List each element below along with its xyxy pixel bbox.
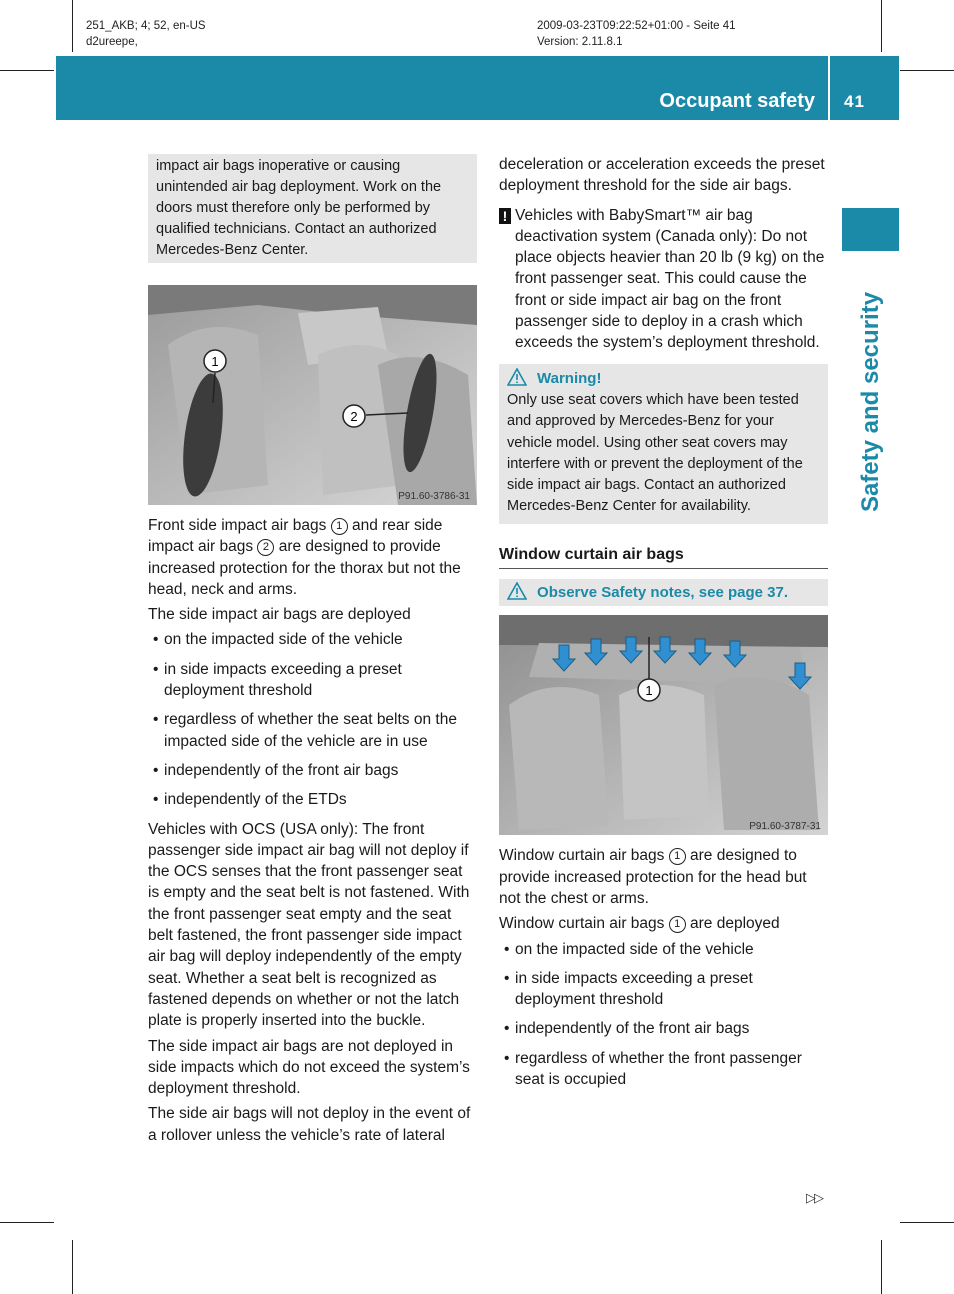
chapter-title bbox=[842, 252, 899, 552]
list-item: • regardless of whether the seat belts on the impacted side of the vehicle are in use bbox=[148, 709, 477, 752]
crop-mark bbox=[900, 70, 954, 71]
callout-ref-1: 1 bbox=[669, 848, 686, 865]
list-item: • regardless of whether the front passenger seat is occupied bbox=[499, 1048, 828, 1091]
intro-text-1: Front side impact air bags bbox=[148, 517, 331, 534]
warning-heading bbox=[507, 368, 820, 390]
left-column bbox=[148, 154, 477, 1150]
list-item: • in side impacts exceeding a preset deployment threshold bbox=[499, 968, 828, 1011]
warning-icon bbox=[507, 371, 537, 387]
rollover-paragraph: The side air bags will not deploy in the event of a rollover unless the vehicle’s rate of lateral bbox=[148, 1105, 471, 1144]
callout-2-label: 2 bbox=[350, 409, 358, 424]
right-column bbox=[499, 154, 828, 1098]
print-meta-right-line1: 2009-03-23T09:22:52+01:00 - Seite 41 bbox=[537, 20, 736, 32]
notice-paragraph bbox=[499, 205, 828, 354]
curtain-deployment-list bbox=[499, 939, 828, 1091]
crop-mark bbox=[881, 1240, 882, 1294]
curtain-airbag-photo bbox=[499, 615, 828, 835]
curtain-intro-paragraph bbox=[499, 845, 828, 909]
image-code: P91.60-3787-31 bbox=[749, 821, 821, 833]
list-item: • in side impacts exceeding a preset deployment threshold bbox=[148, 659, 477, 702]
intro-paragraph bbox=[148, 515, 477, 600]
list-item: • independently of the front air bags bbox=[148, 760, 477, 781]
curtain-text-2: are designed to provide increased protection for the head but not the chest or arms. bbox=[499, 847, 807, 907]
continued-paragraph: deceleration or acceleration exceeds the preset deployment threshold for the side air bags. bbox=[499, 156, 825, 195]
warning-icon bbox=[507, 585, 537, 601]
header-divider bbox=[828, 56, 830, 120]
warning-box bbox=[499, 364, 828, 524]
warning-text: Only use seat covers which have been tested and approved by Mercedes-Benz for your vehicle model. Using other seat covers may interfere with or prevent the deployment of the side impact air bags. Contact an authorized Mercedes-Benz Center for availability. bbox=[507, 391, 803, 515]
curtain-deployed-text-2: are deployed bbox=[685, 915, 780, 933]
section-title: Occupant safety bbox=[659, 90, 815, 112]
crop-mark bbox=[881, 0, 882, 52]
intro-text-2: and rear side impact air bags bbox=[148, 517, 443, 556]
curtain-deployed-text-1: Window curtain air bags bbox=[499, 915, 669, 933]
side-airbag-illustration bbox=[148, 285, 477, 505]
page-header bbox=[56, 56, 899, 120]
print-meta-left-line1: 251_AKB; 4; 52, en-US bbox=[86, 20, 206, 32]
chapter-title-text: Safety and security bbox=[856, 291, 884, 513]
note-box: impact air bags inoperative or causing unintended air bag deployment. Work on the doors must therefore only be performed by qualified technicians. Contact an authorized Mercedes-Benz Center. bbox=[148, 154, 477, 263]
ocs-paragraph: Vehicles with OCS (USA only): The front passenger side impact air bag will not deploy if the OCS senses that the front passenger seat is empty and the seat belt is not fastened. With the front passenger seat empty and the seat belt fastened, the front passenger side impact air bag will deploy independently of the empty seat. Whether a seat belt is recognized as fastened depends on whether or not the latch plate is properly inserted into the buckle. bbox=[148, 820, 470, 1030]
section-heading: Window curtain air bags bbox=[499, 544, 828, 569]
callout-ref-2: 2 bbox=[257, 539, 274, 556]
crop-mark bbox=[72, 0, 73, 52]
list-item: • independently of the front air bags bbox=[499, 1018, 828, 1039]
notice-icon: ! bbox=[499, 208, 511, 224]
deployment-list bbox=[148, 629, 477, 810]
safety-note-link[interactable]: Observe Safety notes, see page 37. bbox=[537, 584, 788, 602]
print-meta-left-line2: d2ureepe, bbox=[86, 36, 138, 48]
chapter-tab bbox=[842, 208, 899, 251]
continue-arrow-icon: ▷▷ bbox=[806, 1190, 822, 1205]
callout-1-label: 1 bbox=[211, 354, 219, 369]
curtain-deployed-paragraph bbox=[499, 913, 828, 934]
side-airbag-photo bbox=[148, 285, 477, 505]
callout-ref-1: 1 bbox=[669, 916, 686, 933]
print-meta-right bbox=[537, 18, 736, 50]
crop-mark bbox=[0, 70, 54, 71]
warning-title: Warning! bbox=[537, 369, 602, 387]
crop-mark bbox=[0, 1222, 54, 1223]
callout-ref-1: 1 bbox=[331, 518, 348, 535]
intro-text-3: are designed to provide increased protection for the thorax but not the head, neck and arms. bbox=[148, 538, 461, 598]
crop-mark bbox=[72, 1240, 73, 1294]
not-deployed-paragraph: The side impact air bags are not deployed in side impacts which do not exceed the system’s deployment threshold. bbox=[148, 1037, 470, 1098]
curtain-text-1: Window curtain air bags bbox=[499, 847, 669, 865]
list-item: • independently of the ETDs bbox=[148, 789, 477, 810]
print-meta-right-line2: Version: 2.11.8.1 bbox=[537, 36, 623, 48]
notice-text: Vehicles with BabySmart™ air bag deactivation system (Canada only): Do not place objects heavier than 20 lb (9 kg) on the front passenger seat. This could cause the front or side impact air bag on the front passenger side to deploy in a crash which exceeds the system’s deployment threshold. bbox=[515, 206, 825, 352]
safety-note-box bbox=[499, 579, 828, 606]
list-item: • on the impacted side of the vehicle bbox=[148, 629, 477, 650]
curtain-airbag-illustration bbox=[499, 615, 828, 835]
page-number: 41 bbox=[844, 92, 865, 111]
callout-1-label: 1 bbox=[645, 683, 653, 699]
print-meta-left bbox=[86, 18, 206, 50]
list-item: • on the impacted side of the vehicle bbox=[499, 939, 828, 960]
deployed-intro: The side impact air bags are deployed bbox=[148, 606, 411, 624]
image-code: P91.60-3786-31 bbox=[398, 491, 470, 502]
crop-mark bbox=[900, 1222, 954, 1223]
